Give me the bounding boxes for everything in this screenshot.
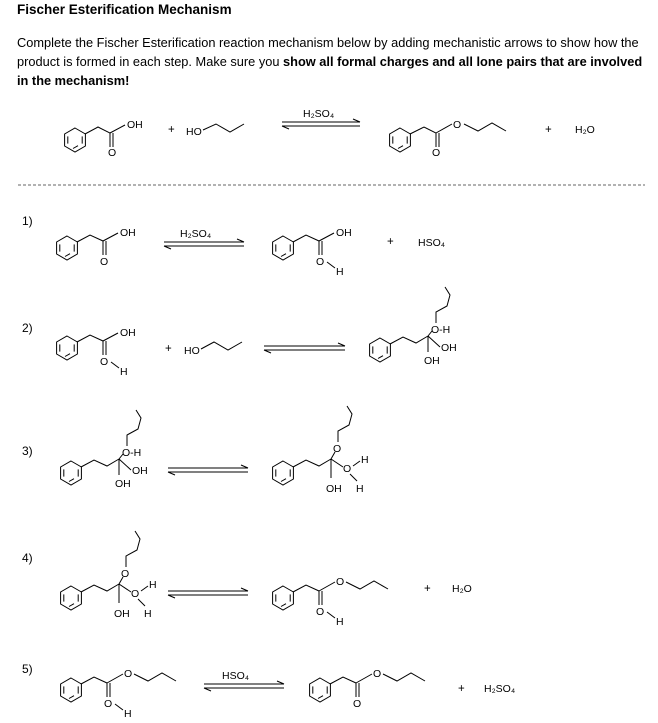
overall-reagent-label: H₂SO₄	[303, 108, 335, 120]
step-2-alcohol-label: HO	[184, 345, 200, 357]
step-2-plus: +	[165, 343, 172, 355]
step-2-number: 2)	[22, 321, 33, 335]
step-1-product-o-label: O	[316, 256, 325, 268]
step-2-reactant	[57, 327, 136, 378]
step-4	[61, 531, 472, 628]
instructions-emphasis: show all formal charges and all lone pairs that are involved in the mechanism!	[17, 54, 643, 88]
step-1-byproduct-label: HSO₄	[418, 237, 446, 249]
acid-carbonyl-o-label: O	[108, 147, 117, 159]
step-5-reactant	[61, 668, 176, 720]
step-5-number: 5)	[22, 662, 33, 676]
step-1-product-oh-label: OH	[336, 227, 352, 239]
step-4-byproduct-label: H₂O	[452, 583, 472, 595]
ester-carbonyl-o-label: O	[432, 147, 441, 159]
step-1-reactant	[57, 227, 136, 268]
step-5-byproduct-label: H₂SO₄	[484, 683, 516, 695]
step-1-plus: +	[387, 236, 394, 248]
step-3-number: 3)	[22, 444, 33, 458]
step-5-ester-o-label: O	[124, 668, 133, 680]
step-5	[61, 668, 516, 720]
propanol-ho-label: HO	[186, 126, 202, 138]
step-2-oh-plus-label: O-H	[431, 324, 451, 336]
step-5-carbonyl-o-label: O	[104, 698, 113, 710]
step-5-product-carbonyl-o-label: O	[353, 698, 362, 710]
step-5-reagent-label: HSO₄	[222, 670, 250, 682]
step-3-reactant	[61, 410, 148, 490]
propanol	[186, 124, 244, 138]
step-3-hydroxyl-label: OH	[326, 483, 342, 495]
ester-o-label: O	[453, 119, 462, 131]
instructions-text: Complete the Fischer Esterification reaction mechanism below by adding mechanistic arrows to show how the product is formed in each step. Make sure you	[17, 35, 639, 69]
step-2-h-label: H	[120, 366, 128, 378]
step-4-ether-o-label: O	[121, 568, 130, 580]
overall-equilibrium-arrow	[282, 119, 360, 129]
step-2-alcohol	[184, 342, 242, 357]
step-1-product-h-label: H	[336, 266, 344, 278]
step-4-carbonyl-h-label: H	[336, 616, 344, 628]
step-3-hydroxyl-2-label: OH	[115, 478, 131, 490]
step-3-oh-plus-label: O-H	[122, 447, 142, 459]
step-4-hydroxyl-label: OH	[114, 608, 130, 620]
step-3-arrow	[168, 465, 248, 475]
step-5-carbonyl-h-label: H	[124, 708, 132, 720]
step-1-carbonyl-o-label: O	[100, 256, 109, 268]
step-5-plus: +	[458, 683, 465, 695]
step-1-arrow	[164, 239, 244, 249]
step-4-h2-label: H	[144, 608, 152, 620]
step-3-ether-o-label: O	[333, 443, 342, 455]
phenylacetic-acid	[65, 119, 143, 159]
step-1-reagent-label: H₂SO₄	[180, 228, 212, 240]
step-2-o-label: O	[100, 356, 109, 368]
step-3-h2-label: H	[356, 483, 364, 495]
page-title: Fischer Esterification Mechanism	[17, 2, 232, 17]
step-1-oh-label: OH	[120, 227, 136, 239]
step-5-product-o-label: O	[373, 668, 382, 680]
step-4-h1-label: H	[149, 579, 157, 591]
step-2	[57, 287, 457, 378]
overall-plus-2: +	[545, 124, 552, 136]
step-3-product	[273, 406, 369, 495]
ester-product	[390, 119, 506, 159]
step-2-tetrahedral-intermediate	[370, 287, 457, 367]
step-1	[57, 227, 445, 278]
step-4-reactant	[61, 531, 157, 620]
step-3-oxonium-o-label: O	[343, 463, 352, 475]
step-4-ester-o-label: O	[336, 576, 345, 588]
step-3	[61, 406, 369, 495]
step-3-hydroxyl-1-label: OH	[132, 465, 148, 477]
step-5-ester-product	[310, 668, 425, 710]
step-2-hydroxyl-2-label: OH	[424, 355, 440, 367]
step-1-protonated-acid	[273, 227, 352, 278]
step-4-plus: +	[424, 583, 431, 595]
overall-water-label: H₂O	[575, 124, 595, 136]
step-4-protonated-ester	[273, 576, 388, 628]
step-2-hydroxyl-1-label: OH	[441, 342, 457, 354]
overall-plus-1: +	[168, 124, 175, 136]
step-2-oh-label: OH	[120, 327, 136, 339]
step-4-arrow	[168, 588, 248, 598]
step-4-carbonyl-o-label: O	[316, 606, 325, 618]
step-3-h1-label: H	[361, 454, 369, 466]
step-1-number: 1)	[22, 214, 33, 228]
overall-reaction	[65, 108, 595, 159]
step-4-number: 4)	[22, 551, 33, 565]
step-2-arrow	[264, 343, 345, 353]
step-5-arrow	[204, 681, 284, 691]
step-4-oxonium-o-label: O	[131, 588, 140, 600]
acid-oh-label: OH	[127, 119, 143, 131]
